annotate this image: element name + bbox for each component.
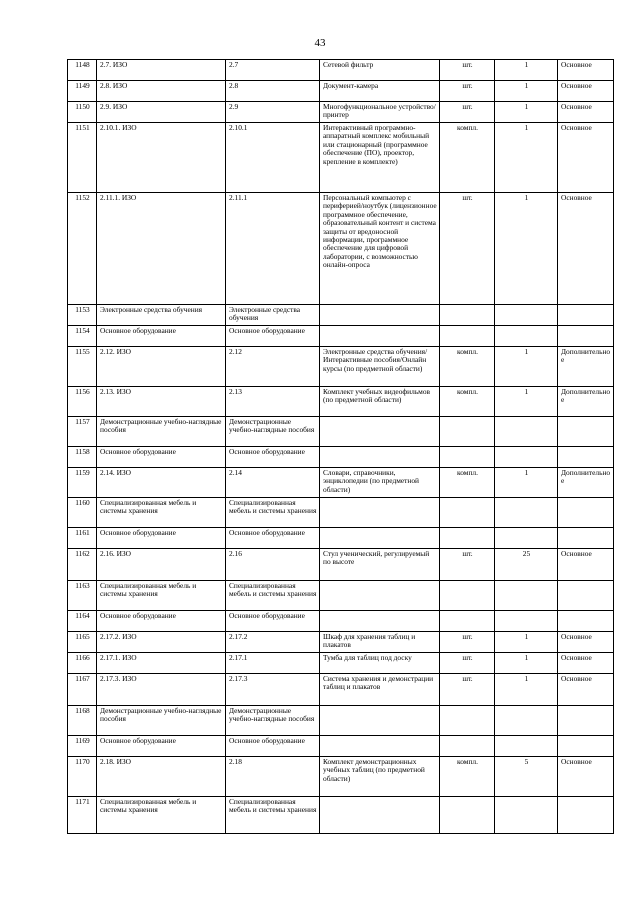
- section-code-cell: Демонстрационные учебно-наглядные пособия: [97, 706, 226, 736]
- reference-cell: 2.13: [226, 387, 320, 417]
- item-name-cell: Комплект демонстрационных учебных таблиц (по предметной области): [320, 757, 440, 797]
- quantity-cell: [495, 528, 558, 549]
- item-name-cell: Стул ученический, регулируемый по высоте: [320, 549, 440, 581]
- unit-cell: компл.: [440, 387, 495, 417]
- table-row: [68, 468, 614, 498]
- section-code-cell: 2.12. ИЗО: [97, 347, 226, 387]
- reference-cell: Основное оборудование: [226, 736, 320, 757]
- reference-cell: Основное оборудование: [226, 326, 320, 347]
- category-cell: Основное: [558, 757, 614, 797]
- quantity-cell: [495, 498, 558, 528]
- item-name-cell: Многофункциональное устройство/принтер: [320, 102, 440, 123]
- table-row: [68, 326, 614, 347]
- reference-cell: 2.17.3: [226, 674, 320, 706]
- row-number-cell: 1155: [68, 347, 97, 387]
- quantity-cell: 1: [495, 653, 558, 674]
- category-cell: [558, 797, 614, 834]
- reference-cell: Электронные средства обучения: [226, 305, 320, 326]
- quantity-cell: 1: [495, 674, 558, 706]
- section-code-cell: 2.16. ИЗО: [97, 549, 226, 581]
- unit-cell: [440, 706, 495, 736]
- row-number-cell: 1170: [68, 757, 97, 797]
- unit-cell: [440, 326, 495, 347]
- section-code-cell: Специализированная мебель и системы хранения: [97, 797, 226, 834]
- item-name-cell: [320, 528, 440, 549]
- quantity-cell: [495, 417, 558, 447]
- row-number-cell: 1168: [68, 706, 97, 736]
- section-code-cell: 2.13. ИЗО: [97, 387, 226, 417]
- row-number-cell: 1167: [68, 674, 97, 706]
- section-code-cell: 2.7. ИЗО: [97, 60, 226, 81]
- category-cell: Дополнительное: [558, 347, 614, 387]
- table-row: [68, 797, 614, 834]
- section-code-cell: Основное оборудование: [97, 326, 226, 347]
- section-code-cell: 2.9. ИЗО: [97, 102, 226, 123]
- category-cell: [558, 736, 614, 757]
- item-name-cell: Документ-камера: [320, 81, 440, 102]
- category-cell: Дополнительное: [558, 387, 614, 417]
- reference-cell: 2.11.1: [226, 193, 320, 305]
- unit-cell: [440, 611, 495, 632]
- quantity-cell: [495, 326, 558, 347]
- table-row: [68, 611, 614, 632]
- row-number-cell: 1154: [68, 326, 97, 347]
- unit-cell: [440, 528, 495, 549]
- reference-cell: Основное оборудование: [226, 611, 320, 632]
- quantity-cell: [495, 447, 558, 468]
- quantity-cell: 1: [495, 123, 558, 193]
- quantity-cell: 25: [495, 549, 558, 581]
- section-code-cell: 2.14. ИЗО: [97, 468, 226, 498]
- table-row: [68, 706, 614, 736]
- quantity-cell: [495, 611, 558, 632]
- table-row: [68, 447, 614, 468]
- reference-cell: 2.14: [226, 468, 320, 498]
- item-name-cell: [320, 797, 440, 834]
- section-code-cell: Основное оборудование: [97, 736, 226, 757]
- item-name-cell: [320, 706, 440, 736]
- unit-cell: компл.: [440, 468, 495, 498]
- table-row: [68, 193, 614, 305]
- row-number-cell: 1169: [68, 736, 97, 757]
- table-row: [68, 632, 614, 653]
- table-row: [68, 102, 614, 123]
- unit-cell: шт.: [440, 81, 495, 102]
- reference-cell: 2.8: [226, 81, 320, 102]
- unit-cell: [440, 498, 495, 528]
- category-cell: Основное: [558, 193, 614, 305]
- reference-cell: Основное оборудование: [226, 528, 320, 549]
- unit-cell: компл.: [440, 757, 495, 797]
- page-number: 43: [314, 37, 326, 49]
- row-number-cell: 1164: [68, 611, 97, 632]
- reference-cell: 2.12: [226, 347, 320, 387]
- table-row: [68, 757, 614, 797]
- category-cell: Основное: [558, 60, 614, 81]
- reference-cell: Основное оборудование: [226, 447, 320, 468]
- quantity-cell: [495, 736, 558, 757]
- category-cell: [558, 706, 614, 736]
- table-row: [68, 305, 614, 326]
- category-cell: [558, 528, 614, 549]
- table-row: [68, 549, 614, 581]
- row-number-cell: 1158: [68, 447, 97, 468]
- section-code-cell: 2.10.1. ИЗО: [97, 123, 226, 193]
- table-row: [68, 123, 614, 193]
- reference-cell: 2.18: [226, 757, 320, 797]
- table-row: [68, 387, 614, 417]
- table-row: [68, 674, 614, 706]
- item-name-cell: Комплект учебных видеофильмов (по предметной области): [320, 387, 440, 417]
- table-row: [68, 498, 614, 528]
- item-name-cell: [320, 611, 440, 632]
- quantity-cell: 1: [495, 347, 558, 387]
- table-row: [68, 81, 614, 102]
- row-number-cell: 1166: [68, 653, 97, 674]
- item-name-cell: [320, 447, 440, 468]
- table-row: [68, 347, 614, 387]
- section-code-cell: Основное оборудование: [97, 528, 226, 549]
- section-code-cell: 2.18. ИЗО: [97, 757, 226, 797]
- unit-cell: шт.: [440, 549, 495, 581]
- section-code-cell: Демонстрационные учебно-наглядные пособия: [97, 417, 226, 447]
- quantity-cell: 1: [495, 102, 558, 123]
- section-code-cell: 2.17.3. ИЗО: [97, 674, 226, 706]
- table-row: [68, 528, 614, 549]
- item-name-cell: [320, 326, 440, 347]
- unit-cell: шт.: [440, 193, 495, 305]
- unit-cell: [440, 736, 495, 757]
- table-row: [68, 417, 614, 447]
- unit-cell: компл.: [440, 347, 495, 387]
- row-number-cell: 1162: [68, 549, 97, 581]
- unit-cell: шт.: [440, 674, 495, 706]
- section-code-cell: Специализированная мебель и системы хранения: [97, 498, 226, 528]
- reference-cell: Демонстрационные учебно-наглядные пособия: [226, 706, 320, 736]
- table-row: [68, 581, 614, 611]
- quantity-cell: [495, 797, 558, 834]
- reference-cell: 2.17.2: [226, 632, 320, 653]
- category-cell: [558, 447, 614, 468]
- row-number-cell: 1163: [68, 581, 97, 611]
- table-row: [68, 653, 614, 674]
- category-cell: [558, 498, 614, 528]
- item-name-cell: [320, 498, 440, 528]
- item-name-cell: [320, 417, 440, 447]
- category-cell: Основное: [558, 81, 614, 102]
- item-name-cell: Электронные средства обучения/Интерактивные пособия/Онлайн курсы (по предметной области): [320, 347, 440, 387]
- table-body: [68, 60, 614, 834]
- row-number-cell: 1157: [68, 417, 97, 447]
- row-number-cell: 1161: [68, 528, 97, 549]
- quantity-cell: [495, 305, 558, 326]
- row-number-cell: 1159: [68, 468, 97, 498]
- item-name-cell: [320, 305, 440, 326]
- quantity-cell: 5: [495, 757, 558, 797]
- item-name-cell: [320, 736, 440, 757]
- item-name-cell: Система хранения и демонстрации таблиц и плакатов: [320, 674, 440, 706]
- row-number-cell: 1160: [68, 498, 97, 528]
- section-code-cell: Основное оборудование: [97, 447, 226, 468]
- quantity-cell: 1: [495, 60, 558, 81]
- quantity-cell: [495, 581, 558, 611]
- item-name-cell: Интерактивный программно-аппаратный комплекс мобильный или стационарный (программное обеспечение (ПО), проектор, крепление в комплекте): [320, 123, 440, 193]
- row-number-cell: 1148: [68, 60, 97, 81]
- unit-cell: шт.: [440, 60, 495, 81]
- reference-cell: Демонстрационные учебно-наглядные пособия: [226, 417, 320, 447]
- reference-cell: 2.17.1: [226, 653, 320, 674]
- quantity-cell: 1: [495, 193, 558, 305]
- unit-cell: компл.: [440, 123, 495, 193]
- row-number-cell: 1165: [68, 632, 97, 653]
- row-number-cell: 1150: [68, 102, 97, 123]
- reference-cell: 2.9: [226, 102, 320, 123]
- section-code-cell: Специализированная мебель и системы хранения: [97, 581, 226, 611]
- unit-cell: [440, 797, 495, 834]
- category-cell: Основное: [558, 549, 614, 581]
- item-name-cell: [320, 581, 440, 611]
- section-code-cell: 2.17.1. ИЗО: [97, 653, 226, 674]
- category-cell: Основное: [558, 653, 614, 674]
- category-cell: [558, 326, 614, 347]
- reference-cell: Специализированная мебель и системы хранения: [226, 797, 320, 834]
- quantity-cell: 1: [495, 81, 558, 102]
- item-name-cell: Сетевой фильтр: [320, 60, 440, 81]
- category-cell: Основное: [558, 123, 614, 193]
- category-cell: [558, 305, 614, 326]
- unit-cell: шт.: [440, 632, 495, 653]
- unit-cell: [440, 417, 495, 447]
- table-row: [68, 60, 614, 81]
- section-code-cell: 2.8. ИЗО: [97, 81, 226, 102]
- unit-cell: [440, 581, 495, 611]
- category-cell: [558, 417, 614, 447]
- item-name-cell: Шкаф для хранения таблиц и плакатов: [320, 632, 440, 653]
- row-number-cell: 1152: [68, 193, 97, 305]
- reference-cell: 2.16: [226, 549, 320, 581]
- category-cell: Основное: [558, 674, 614, 706]
- quantity-cell: [495, 706, 558, 736]
- equipment-table: [67, 59, 614, 834]
- item-name-cell: Тумба для таблиц под доску: [320, 653, 440, 674]
- row-number-cell: 1171: [68, 797, 97, 834]
- unit-cell: шт.: [440, 653, 495, 674]
- category-cell: Дополнительное: [558, 468, 614, 498]
- item-name-cell: Персональный компьютер с периферией/ноутбук (лицензионное программное обеспечение, образовательный контент и система защиты от вредоносной информации, программное обеспечение для цифровой лаборатории, с возможностью онлайн-опроса: [320, 193, 440, 305]
- row-number-cell: 1156: [68, 387, 97, 417]
- quantity-cell: 1: [495, 632, 558, 653]
- quantity-cell: 1: [495, 468, 558, 498]
- reference-cell: Специализированная мебель и системы хранения: [226, 498, 320, 528]
- quantity-cell: 1: [495, 387, 558, 417]
- reference-cell: Специализированная мебель и системы хранения: [226, 581, 320, 611]
- category-cell: [558, 611, 614, 632]
- section-code-cell: 2.11.1. ИЗО: [97, 193, 226, 305]
- row-number-cell: 1153: [68, 305, 97, 326]
- reference-cell: 2.10.1: [226, 123, 320, 193]
- category-cell: [558, 581, 614, 611]
- section-code-cell: Электронные средства обучения: [97, 305, 226, 326]
- table-row: [68, 736, 614, 757]
- item-name-cell: Словари, справочники, энциклопедии (по предметной области): [320, 468, 440, 498]
- category-cell: Основное: [558, 632, 614, 653]
- unit-cell: шт.: [440, 102, 495, 123]
- section-code-cell: Основное оборудование: [97, 611, 226, 632]
- reference-cell: 2.7: [226, 60, 320, 81]
- unit-cell: [440, 447, 495, 468]
- section-code-cell: 2.17.2. ИЗО: [97, 632, 226, 653]
- category-cell: Основное: [558, 102, 614, 123]
- row-number-cell: 1149: [68, 81, 97, 102]
- row-number-cell: 1151: [68, 123, 97, 193]
- unit-cell: [440, 305, 495, 326]
